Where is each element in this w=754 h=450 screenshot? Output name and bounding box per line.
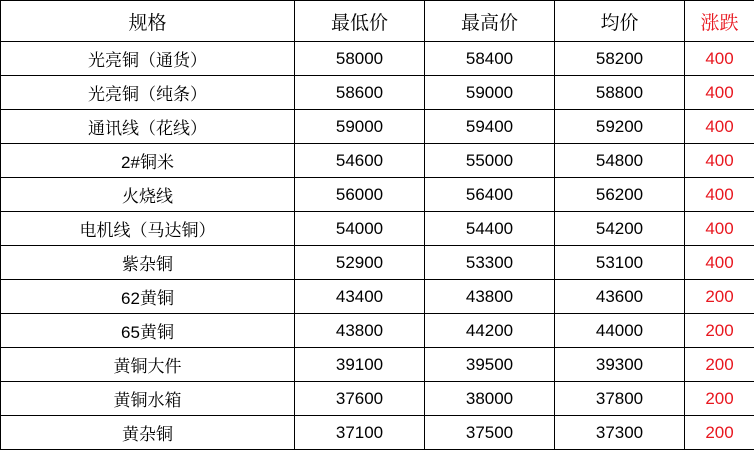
table-row <box>1 178 754 212</box>
table-row <box>1 416 754 450</box>
cell-change: 200 <box>685 348 754 382</box>
table-header <box>1 1 754 42</box>
table-row <box>1 42 754 76</box>
cell-high-price: 37500 <box>425 416 555 450</box>
cell-change: 200 <box>685 382 754 416</box>
cell-low-price: 52900 <box>295 246 425 280</box>
cell-average-price: 56200 <box>555 178 685 212</box>
cell-high-price: 56400 <box>425 178 555 212</box>
cell-average-price: 37800 <box>555 382 685 416</box>
cell-change: 400 <box>685 246 754 280</box>
cell-high-price: 59000 <box>425 76 555 110</box>
cell-change: 400 <box>685 144 754 178</box>
table-row <box>1 382 754 416</box>
cell-low-price: 37100 <box>295 416 425 450</box>
table-row <box>1 212 754 246</box>
table-header-row <box>1 1 754 42</box>
cell-spec: 火烧线 <box>1 178 295 212</box>
column-header-spec: 规格 <box>1 1 295 42</box>
cell-low-price: 37600 <box>295 382 425 416</box>
cell-average-price: 54800 <box>555 144 685 178</box>
table-row <box>1 348 754 382</box>
cell-high-price: 43800 <box>425 280 555 314</box>
column-header-low-price: 最低价 <box>295 1 425 42</box>
cell-spec: 62黄铜 <box>1 280 295 314</box>
cell-change: 400 <box>685 178 754 212</box>
cell-high-price: 53300 <box>425 246 555 280</box>
cell-spec: 通讯线（花线） <box>1 110 295 144</box>
cell-spec: 紫杂铜 <box>1 246 295 280</box>
cell-high-price: 44200 <box>425 314 555 348</box>
cell-spec: 黄铜水箱 <box>1 382 295 416</box>
cell-change: 400 <box>685 76 754 110</box>
table-body <box>1 42 754 450</box>
table-row <box>1 110 754 144</box>
table-row <box>1 246 754 280</box>
cell-high-price: 54400 <box>425 212 555 246</box>
cell-spec: 电机线（马达铜） <box>1 212 295 246</box>
cell-high-price: 39500 <box>425 348 555 382</box>
cell-high-price: 55000 <box>425 144 555 178</box>
cell-average-price: 59200 <box>555 110 685 144</box>
cell-high-price: 58400 <box>425 42 555 76</box>
cell-average-price: 58200 <box>555 42 685 76</box>
cell-high-price: 59400 <box>425 110 555 144</box>
cell-spec: 黄铜大件 <box>1 348 295 382</box>
column-header-change: 涨跌 <box>685 1 754 42</box>
cell-change: 200 <box>685 314 754 348</box>
cell-high-price: 38000 <box>425 382 555 416</box>
table-row <box>1 314 754 348</box>
cell-change: 400 <box>685 110 754 144</box>
cell-spec: 黄杂铜 <box>1 416 295 450</box>
cell-change: 400 <box>685 212 754 246</box>
cell-low-price: 43400 <box>295 280 425 314</box>
cell-low-price: 58600 <box>295 76 425 110</box>
cell-spec: 65黄铜 <box>1 314 295 348</box>
cell-low-price: 54000 <box>295 212 425 246</box>
cell-spec: 光亮铜（纯条） <box>1 76 295 110</box>
column-header-average-price: 均价 <box>555 1 685 42</box>
cell-spec: 2#铜米 <box>1 144 295 178</box>
cell-spec: 光亮铜（通货） <box>1 42 295 76</box>
cell-low-price: 59000 <box>295 110 425 144</box>
cell-average-price: 54200 <box>555 212 685 246</box>
cell-change: 200 <box>685 280 754 314</box>
cell-average-price: 58800 <box>555 76 685 110</box>
table-row <box>1 76 754 110</box>
cell-average-price: 53100 <box>555 246 685 280</box>
table-row <box>1 144 754 178</box>
cell-low-price: 43800 <box>295 314 425 348</box>
cell-low-price: 56000 <box>295 178 425 212</box>
cell-low-price: 54600 <box>295 144 425 178</box>
cell-change: 400 <box>685 42 754 76</box>
cell-low-price: 58000 <box>295 42 425 76</box>
cell-average-price: 44000 <box>555 314 685 348</box>
table-row <box>1 280 754 314</box>
column-header-high-price: 最高价 <box>425 1 555 42</box>
cell-change: 200 <box>685 416 754 450</box>
cell-low-price: 39100 <box>295 348 425 382</box>
cell-average-price: 37300 <box>555 416 685 450</box>
cell-average-price: 39300 <box>555 348 685 382</box>
cell-average-price: 43600 <box>555 280 685 314</box>
